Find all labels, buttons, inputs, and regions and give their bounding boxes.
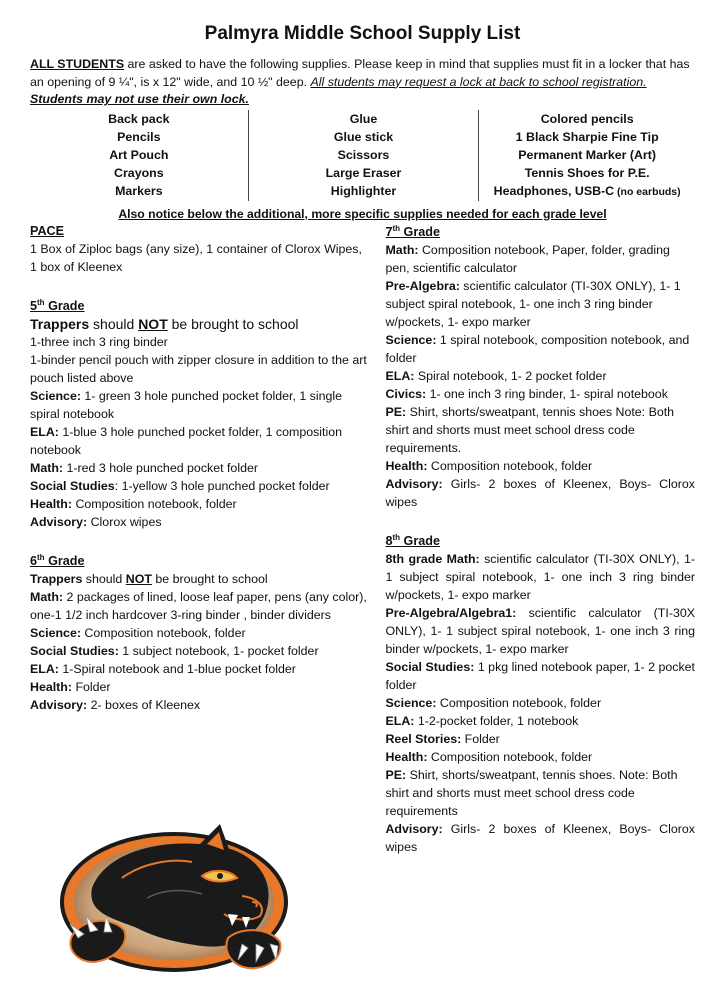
grade6-heading [30,549,369,570]
grade7-heading [385,220,695,241]
intro-paragraph [30,56,695,109]
grade5-word: Grade [44,298,85,313]
left-column [30,222,385,856]
pace-section [30,222,369,276]
grade7-section [385,220,695,511]
panther-mascot-icon [52,818,292,980]
supply-column-2 [249,110,480,201]
grade7-suffix: th [392,223,401,233]
supply-item: Large Eraser [325,165,402,180]
grade5-science: Science: 1- green 3 hole punched pocket folder, 1 single spiral notebook [30,388,343,421]
grade6-advisory: Advisory: 2- boxes of Kleenex [30,697,201,712]
grade5-heading [30,294,369,315]
grade7-math: Math: Composition notebook, Paper, folder, grading pen, scientific calculator [385,242,670,275]
grade7-word: Grade [400,224,440,239]
supply-item: Back pack [108,111,170,126]
grade8-reel-stories: Reel Stories: Folder [385,731,500,746]
lock-request-note: All students may request a lock at back to school registration. [310,74,647,89]
grade8-advisory: Advisory: Girls- 2 boxes of Kleenex, Boys- Clorox wipes [385,821,695,854]
supply-column-3 [479,110,695,201]
grade7-advisory: Advisory: Girls- 2 boxes of Kleenex, Boys- Clorox wipes [385,476,695,509]
all-students-label: ALL STUDENTS [30,57,125,71]
grade-level-notice: Also notice below the additional, more specific supplies needed for each grade level [118,206,607,221]
supply-item: 1 Black Sharpie Fine Tip [515,129,659,144]
grade8-health: Health: Composition notebook, folder [385,749,593,764]
grade8-heading [385,529,695,550]
grade7-number: 7 [385,224,393,239]
supply-item-headphones: Headphones, USB-C [493,183,615,198]
grade7-science: Science: 1 spiral notebook, composition notebook, and folder [385,332,690,365]
grade5-ela: ELA: 1-blue 3 hole punched pocket folder, 1 composition notebook [30,424,343,457]
supply-item: Crayons [114,165,164,180]
own-lock-note: Students may not use their own lock. [30,92,249,106]
grade6-number: 6 [30,553,38,568]
grade6-word: Grade [44,553,85,568]
grade7-pe: PE: Shirt, shorts/sweatpant, tennis shoes Note: Both shirt and shorts must meet school dress code requirements. [385,404,675,455]
supply-column-1 [30,110,249,201]
grade6-social-studies: Social Studies: 1 subject notebook, 1- pocket folder [30,643,319,658]
grade8-word: Grade [400,533,440,548]
supply-item: Glue stick [333,129,394,144]
grade5-pencil-pouch: 1-binder pencil pouch with zipper closure in addition to the art pouch listed above [30,352,367,385]
grade6-ela: ELA: 1-Spiral notebook and 1-blue pocket folder [30,661,296,676]
supply-item: Permanent Marker (Art) [518,147,657,162]
grade5-binder: 1-three inch 3 ring binder [30,334,168,349]
supply-item: Pencils [117,129,161,144]
page-title: Palmyra Middle School Supply List [204,23,521,44]
supply-item: Art Pouch [109,147,169,162]
grade6-suffix: th [37,552,45,562]
supply-item [479,182,695,201]
supply-item: Glue [349,111,378,126]
general-supplies-grid [30,110,695,201]
grade5-number: 5 [30,298,38,313]
grade7-health: Health: Composition notebook, folder [385,458,593,473]
grade6-trappers-note: Trappers should NOT be brought to school [30,571,268,586]
right-column [385,220,695,856]
grade6-section [30,549,369,714]
grade7-pre-algebra: Pre-Algebra: scientific calculator (TI-30X ONLY), 1- 1 subject spiral notebook, 1- one inch 3 ring binder w/pockets, 1- expo marker [385,278,681,329]
grade5-advisory: Advisory: Clorox wipes [30,514,162,529]
supply-item: Tennis Shoes for P.E. [524,165,650,180]
grade6-science: Science: Composition notebook, folder [30,625,246,640]
grade6-math: Math: 2 packages of lined, loose leaf paper, pens (any color), one-1 1/2 inch hardcover 3-ring binder , binder dividers [30,589,367,622]
supply-item: Colored pencils [540,111,634,126]
grade8-pe: PE: Shirt, shorts/sweatpant, tennis shoes. Note: Both shirt and shorts must meet school dress code requirements [385,767,678,818]
grade8-suffix: th [392,532,401,542]
intro-text: are asked to have the following supplies. Please keep in mind that supplies must fit in a locker that has an opening of 9 ¼", is x 12" wide, and 10 ½" deep. [30,57,690,89]
grade8-number: 8 [385,533,393,548]
grade5-section [30,294,369,531]
grade8-pre-algebra: Pre-Algebra/Algebra1: scientific calculator (TI-30X ONLY), 1- 1 subject spiral notebook, 1- one inch 3 ring binder w/pockets, 1- expo marker [385,605,695,656]
grade5-health: Health: Composition notebook, folder [30,496,237,511]
supply-item-headphones-note: (no earbuds) [614,185,681,198]
grade6-health: Health: Folder [30,679,111,694]
grade8-math: 8th grade Math: scientific calculator (TI-30X ONLY), 1- 1 subject spiral notebook, 1- one inch 3 ring binder w/pockets, 1- expo marker [385,551,695,602]
grade8-ela: ELA: 1-2-pocket folder, 1 notebook [385,713,579,728]
grade8-section [385,529,695,856]
grade7-civics: Civics: 1- one inch 3 ring binder, 1- spiral notebook [385,386,668,401]
grade7-ela: ELA: Spiral notebook, 1- 2 pocket folder [385,368,607,383]
grade5-math: Math: 1-red 3 hole punched pocket folder [30,460,258,475]
pace-text: 1 Box of Ziploc bags (any size), 1 container of Clorox Wipes, 1 box of Kleenex [30,241,362,274]
grade5-suffix: th [37,297,45,307]
supply-item: Markers [115,183,163,198]
grade5-trappers-note: Trappers should NOT be brought to school [30,315,299,332]
grade-columns [30,222,695,856]
grade8-science: Science: Composition notebook, folder [385,695,602,710]
pace-heading: PACE [30,223,65,238]
grade8-social-studies: Social Studies: 1 pkg lined notebook paper, 1- 2 pocket folder [385,659,696,692]
grade5-social-studies: Social Studies: 1-yellow 3 hole punched pocket folder [30,478,330,493]
supply-item: Highlighter [330,183,397,198]
supply-item: Scissors [337,147,390,162]
